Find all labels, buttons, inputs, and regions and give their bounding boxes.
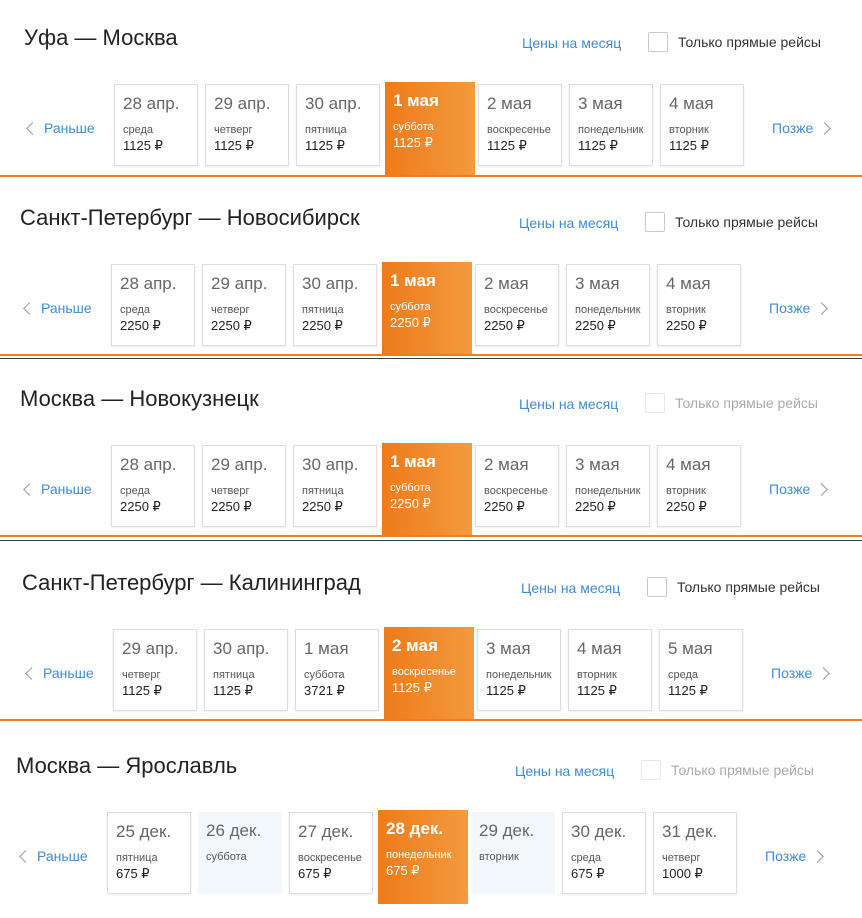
direct-flights-label: Только прямые рейсы [677,579,820,595]
route-block [0,180,862,360]
direct-flights-checkbox[interactable] [648,32,668,52]
next-button[interactable] [771,665,828,681]
day-price: 2250 ₽ [120,318,161,333]
day-date: 27 дек. [298,822,354,841]
day-price: 2250 ₽ [211,499,252,514]
prev-button[interactable] [21,848,88,864]
day-price: 1125 ₽ [392,680,432,695]
day-price: 1125 ₽ [123,138,163,153]
route-separator [0,540,862,541]
day-date: 29 апр. [211,455,268,474]
day-price: 3721 ₽ [304,683,345,698]
route-divider [0,719,862,721]
day-date: 3 мая [486,639,531,658]
day-weekday: пятница [305,124,347,136]
route-title: Санкт-Петербург — Новосибирск [20,205,360,230]
day-card-selected[interactable] [385,82,475,176]
prev-button[interactable] [28,120,95,136]
chevron-left-icon [23,483,36,496]
day-card[interactable] [202,445,286,527]
day-weekday: суббота [390,301,431,313]
chevron-left-icon [26,122,39,135]
day-price: 2250 ₽ [390,496,431,511]
day-price: 1125 ₽ [393,135,433,150]
day-weekday: воскресенье [392,666,456,678]
day-date: 2 мая [487,94,532,113]
day-date: 3 мая [578,94,623,113]
prev-label: Раньше [41,300,92,316]
day-card[interactable] [660,84,744,166]
day-weekday: вторник [577,669,617,681]
prev-label: Раньше [44,120,95,136]
day-date: 28 апр. [120,455,177,474]
route-title: Москва — Ярославль [16,753,238,778]
day-weekday: среда [120,304,151,316]
day-card[interactable] [568,629,652,711]
direct-flights-toggle[interactable] [647,576,820,598]
day-card[interactable] [205,84,289,166]
day-card-selected[interactable] [384,627,474,721]
day-date: 29 дек. [479,821,535,840]
chevron-left-icon [19,850,32,863]
day-price: 675 ₽ [298,866,332,881]
day-weekday: среда [120,485,151,497]
day-weekday: пятница [302,485,344,497]
day-weekday: понедельник [486,669,552,681]
next-label: Позже [769,481,811,497]
day-weekday: воскресенье [487,124,551,136]
route-title: Уфа — Москва [24,25,178,50]
day-date: 4 мая [666,455,711,474]
day-weekday: среда [571,852,602,864]
direct-flights-checkbox[interactable] [645,212,665,232]
day-price: 2250 ₽ [666,499,707,514]
prev-button[interactable] [25,300,92,316]
direct-flights-label: Только прямые рейсы [675,395,818,411]
day-weekday: воскресенье [298,852,362,864]
day-card[interactable] [566,264,650,346]
direct-flights-label: Только прямые рейсы [671,762,814,778]
day-card[interactable] [293,445,377,527]
route-separator [0,358,862,359]
day-weekday: понедельник [575,485,641,497]
day-weekday: воскресенье [484,304,548,316]
prev-label: Раньше [41,481,92,497]
day-weekday: суббота [390,482,431,494]
day-card[interactable] [566,445,650,527]
day-date: 1 мая [390,271,436,290]
chevron-left-icon [23,302,36,315]
day-weekday: четверг [211,485,250,497]
prev-label: Раньше [37,848,88,864]
day-date: 5 мая [668,639,713,658]
day-date: 30 апр. [302,274,359,293]
route-block [0,361,862,541]
day-price: 2250 ₽ [302,499,343,514]
day-weekday: четверг [214,124,253,136]
day-weekday: среда [123,124,154,136]
route-block [0,0,862,178]
day-date: 2 мая [392,636,438,655]
chevron-right-icon [815,483,828,496]
day-date: 2 мая [484,455,529,474]
day-price: 1125 ₽ [305,138,345,153]
day-price: 675 ₽ [571,866,605,881]
day-card[interactable] [569,84,653,166]
day-card[interactable] [477,629,561,711]
day-date: 4 мая [666,274,711,293]
direct-flights-toggle[interactable] [645,392,818,414]
day-card[interactable] [204,629,288,711]
day-date: 28 дек. [386,819,444,838]
month-prices-link[interactable]: Цены на месяц [515,763,615,779]
day-date: 29 апр. [211,274,268,293]
day-card[interactable] [296,84,380,166]
chevron-right-icon [815,302,828,315]
day-card[interactable] [657,264,741,346]
prev-button[interactable] [27,665,94,681]
direct-flights-label: Только прямые рейсы [675,214,818,230]
day-price: 2250 ₽ [302,318,343,333]
direct-flights-checkbox[interactable] [647,577,667,597]
day-card[interactable] [113,629,197,711]
day-card[interactable] [111,445,195,527]
day-card[interactable] [293,264,377,346]
day-date: 30 апр. [213,639,270,658]
route-divider [0,175,862,177]
day-price: 1000 ₽ [662,866,703,881]
direct-flights-label: Только прямые рейсы [678,34,821,50]
next-button[interactable] [769,481,826,497]
day-card[interactable] [657,445,741,527]
day-weekday: четверг [211,304,250,316]
day-price: 2250 ₽ [211,318,252,333]
day-weekday: суббота [393,121,434,133]
month-prices-link[interactable]: Цены на месяц [522,35,622,51]
chevron-left-icon [25,667,38,680]
day-price: 1125 ₽ [578,138,618,153]
day-price: 2250 ₽ [484,318,525,333]
next-button[interactable] [765,848,822,864]
day-price: 2250 ₽ [120,499,161,514]
day-weekday: пятница [213,669,255,681]
route-block [0,545,862,725]
month-prices-link[interactable]: Цены на месяц [519,215,619,231]
next-button[interactable] [769,300,826,316]
day-card[interactable] [475,264,559,346]
day-date: 26 дек. [206,821,262,840]
day-date: 31 дек. [662,822,718,841]
direct-flights-checkbox[interactable] [641,760,661,780]
day-card-no-flights[interactable] [198,812,282,894]
day-price: 1125 ₽ [486,683,526,698]
day-weekday: воскресенье [484,485,548,497]
direct-flights-toggle[interactable] [645,211,818,233]
day-card[interactable] [114,84,198,166]
day-price: 1125 ₽ [577,683,617,698]
day-weekday: суббота [304,669,345,681]
day-card[interactable] [295,629,379,711]
day-weekday: вторник [666,485,706,497]
route-title: Москва — Новокузнецк [20,386,259,411]
day-weekday: пятница [302,304,344,316]
day-weekday: понедельник [386,849,452,861]
day-card[interactable] [653,812,737,894]
chevron-right-icon [811,850,824,863]
day-price: 675 ₽ [386,863,420,878]
day-card[interactable] [562,812,646,894]
month-prices-link[interactable]: Цены на месяц [521,580,621,596]
day-price: 1125 ₽ [487,138,527,153]
day-weekday: четверг [662,852,701,864]
day-card[interactable] [111,264,195,346]
day-price: 1125 ₽ [669,138,709,153]
day-date: 30 дек. [571,822,627,841]
day-date: 2 мая [484,274,529,293]
day-date: 29 апр. [214,94,271,113]
chevron-right-icon [818,122,831,135]
next-label: Позже [772,120,814,136]
prev-button[interactable] [25,481,92,497]
next-button[interactable] [772,120,829,136]
day-card-selected[interactable] [378,810,468,904]
day-date: 4 мая [577,639,622,658]
day-card-selected[interactable] [382,443,472,537]
day-card[interactable] [659,629,743,711]
day-weekday: понедельник [575,304,641,316]
route-block [0,729,862,918]
day-card[interactable] [202,264,286,346]
day-date: 4 мая [669,94,714,113]
month-prices-link[interactable]: Цены на месяц [519,396,619,412]
day-price: 1125 ₽ [214,138,254,153]
day-weekday: вторник [479,851,519,863]
day-price: 1125 ₽ [213,683,253,698]
route-title: Санкт-Петербург — Калининград [22,570,361,595]
day-card[interactable] [478,84,562,166]
direct-flights-toggle[interactable] [641,759,814,781]
day-weekday: суббота [206,851,247,863]
day-price: 2250 ₽ [666,318,707,333]
day-price: 2250 ₽ [575,318,616,333]
day-weekday: вторник [669,124,709,136]
day-date: 1 мая [393,91,439,110]
day-date: 30 апр. [305,94,362,113]
day-weekday: пятница [116,852,158,864]
day-date: 1 мая [390,452,436,471]
next-label: Позже [765,848,807,864]
route-divider [0,354,862,356]
day-date: 3 мая [575,455,620,474]
day-date: 1 мая [304,639,349,658]
day-weekday: четверг [122,669,161,681]
route-divider [0,535,862,537]
day-card-no-flights[interactable] [471,812,555,894]
day-weekday: понедельник [578,124,644,136]
day-date: 28 апр. [120,274,177,293]
day-date: 28 апр. [123,94,180,113]
day-card[interactable] [107,812,191,894]
next-label: Позже [769,300,811,316]
day-card[interactable] [475,445,559,527]
day-price: 2250 ₽ [484,499,525,514]
day-price: 1125 ₽ [668,683,708,698]
day-date: 25 дек. [116,822,172,841]
day-weekday: среда [668,669,699,681]
prev-label: Раньше [43,665,94,681]
day-date: 30 апр. [302,455,359,474]
chevron-right-icon [817,667,830,680]
direct-flights-toggle[interactable] [648,31,821,53]
day-card-selected[interactable] [382,262,472,356]
day-price: 2250 ₽ [575,499,616,514]
day-price: 2250 ₽ [390,315,431,330]
day-card[interactable] [289,812,373,894]
direct-flights-checkbox[interactable] [645,393,665,413]
next-label: Позже [771,665,813,681]
day-price: 675 ₽ [116,866,150,881]
day-price: 1125 ₽ [122,683,162,698]
day-weekday: вторник [666,304,706,316]
day-date: 3 мая [575,274,620,293]
day-date: 29 апр. [122,639,179,658]
